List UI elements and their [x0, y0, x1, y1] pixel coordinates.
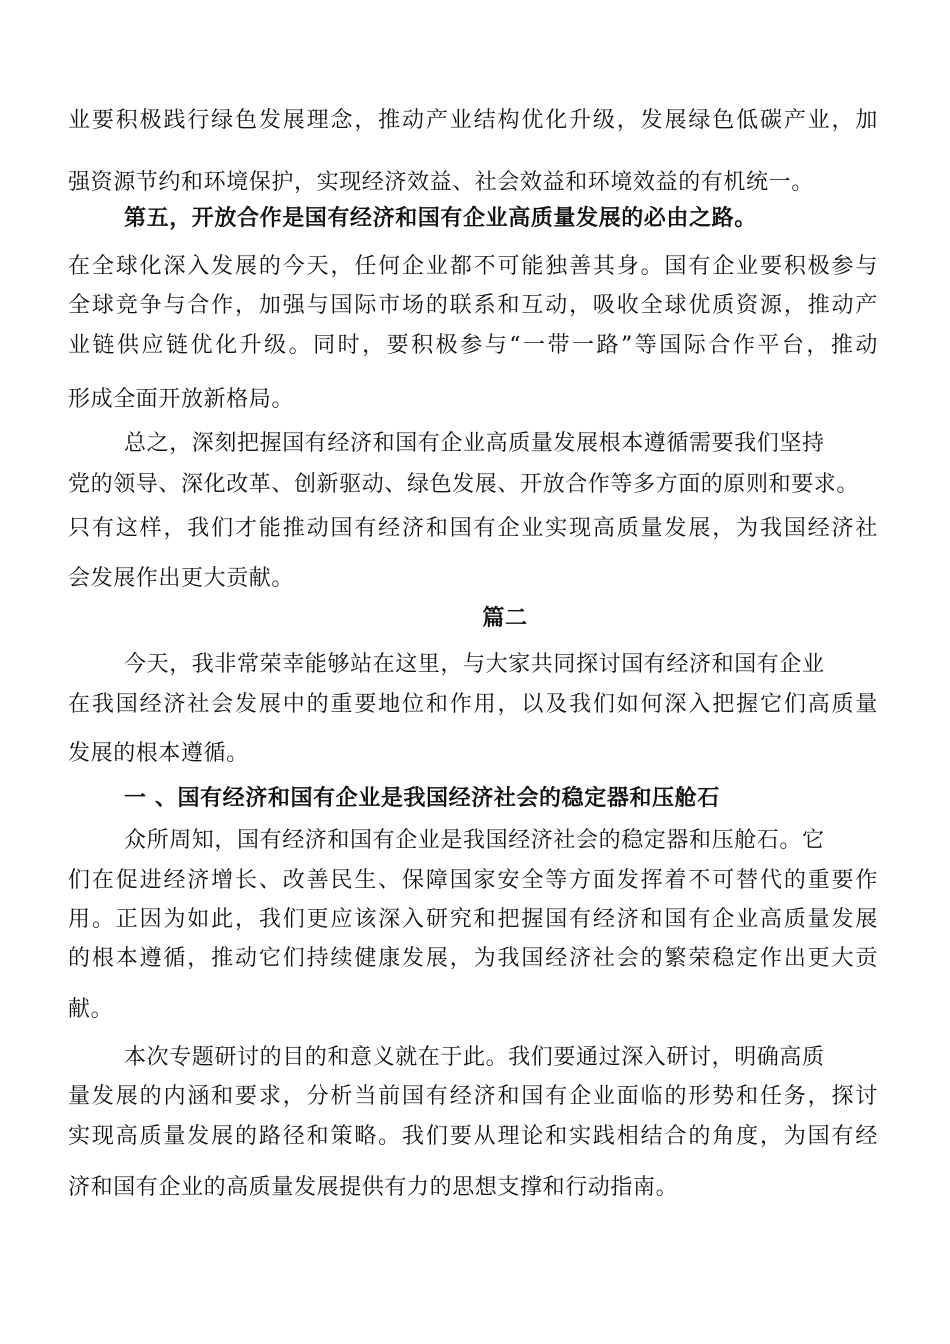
- text-line-23: 量发展的内涵和要求，分析当前国有经济和国有企业面临的形势和任务，探讨: [68, 1084, 878, 1109]
- text-line-10: 只有这样，我们才能推动国有经济和国有企业实现高质量发展，为我国经济社: [68, 516, 878, 541]
- text-line-15: 发展的根本遵循。: [68, 741, 249, 766]
- text-line-24: 实现高质量发展的路径和策略。我们要从理论和实践相结合的角度，为国有经: [68, 1124, 878, 1149]
- text-line-11: 会发展作出更大贡献。: [68, 566, 295, 591]
- text-line-5: 全球竞争与合作，加强与国际市场的联系和互动，吸收全球优质资源，推动产: [68, 293, 878, 318]
- section-title-part-two: 篇二: [482, 606, 528, 631]
- text-line-20: 的根本遵循，推动它们持续健康发展，为我国经济社会的繁荣稳定作出更大贡: [68, 946, 878, 971]
- text-line-22: 本次专题研讨的目的和意义就在于此。我们要通过深入研讨，明确高质: [124, 1045, 825, 1070]
- text-line-6: 业链供应链优化升级。同时，要积极参与“一带一路”等国际合作平台，推动: [68, 333, 878, 358]
- section-heading-fifth: 第五，开放合作是国有经济和国有企业高质量发展的必由之路。: [124, 206, 757, 231]
- text-line-7: 形成全面开放新格局。: [68, 387, 295, 412]
- section-heading-one: 一 、国有经济和国有企业是我国经济社会的稳定器和压舱石: [124, 786, 720, 811]
- text-line-13: 今天，我非常荣幸能够站在这里，与大家共同探讨国有经济和国有企业: [124, 652, 825, 677]
- text-line-21: 献。: [68, 997, 114, 1022]
- text-line-18: 们在促进经济增长、改善民生、保障国家安全等方面发挥着不可替代的重要作: [68, 868, 878, 893]
- text-line-8: 总之，深刻把握国有经济和国有企业高质量发展根本遵循需要我们坚持: [124, 431, 825, 456]
- text-line-4: 在全球化深入发展的今天，任何企业都不可能独善其身。国有企业要积极参与: [68, 254, 878, 279]
- text-line-14: 在我国经济社会发展中的重要地位和作用，以及我们如何深入把握它们高质量: [68, 692, 878, 717]
- text-line-2: 强资源节约和环境保护，实现经济效益、社会效益和环境效益的有机统一。: [68, 170, 814, 195]
- text-line-25: 济和国有企业的高质量发展提供有力的思想支撑和行动指南。: [68, 1175, 679, 1200]
- text-line-9: 党的领导、深化改革、创新驱动、绿色发展、开放合作等多方面的原则和要求。: [68, 472, 860, 497]
- text-line-19: 用。正因为如此，我们更应该深入研究和把握国有经济和国有企业高质量发展: [68, 907, 878, 932]
- text-line-1: 业要积极践行绿色发展理念，推动产业结构优化升级，发展绿色低碳产业，加: [68, 108, 878, 133]
- text-line-17: 众所周知，国有经济和国有企业是我国经济社会的稳定器和压舱石。它: [124, 828, 825, 853]
